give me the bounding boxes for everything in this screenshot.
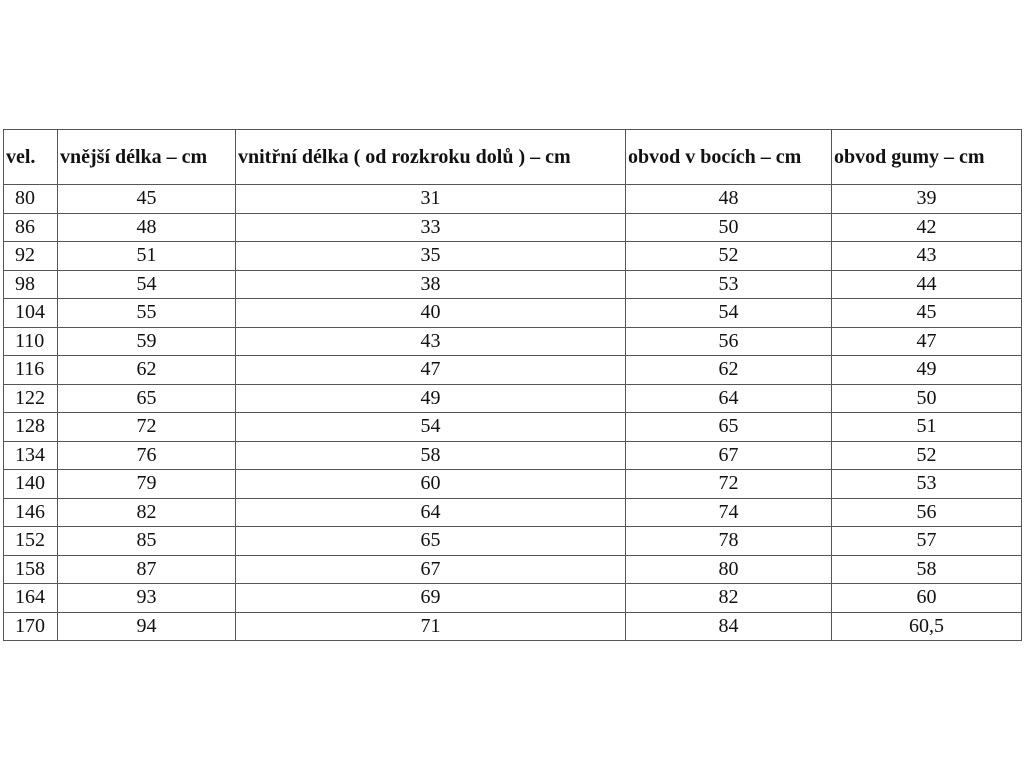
inner-length-cell: 54 (236, 413, 626, 442)
header-size: vel. (4, 130, 58, 185)
inner-length-cell: 49 (236, 384, 626, 413)
elastic-circumference-cell: 58 (832, 555, 1022, 584)
table-row (4, 498, 1022, 527)
outer-length-cell: 79 (58, 470, 236, 499)
outer-length-cell: 72 (58, 413, 236, 442)
inner-length-cell: 67 (236, 555, 626, 584)
header-hip-circumference: obvod v bocích – cm (626, 130, 832, 185)
size-cell: 92 (4, 242, 58, 271)
hip-circumference-cell: 62 (626, 356, 832, 385)
hip-circumference-cell: 52 (626, 242, 832, 271)
table-row (4, 441, 1022, 470)
elastic-circumference-cell: 50 (832, 384, 1022, 413)
size-chart-table (3, 129, 1022, 641)
elastic-circumference-cell: 42 (832, 213, 1022, 242)
hip-circumference-cell: 54 (626, 299, 832, 328)
header-inner-length: vnitřní délka ( od rozkroku dolů ) – cm (236, 130, 626, 185)
size-cell: 80 (4, 185, 58, 214)
table-row (4, 270, 1022, 299)
table-row (4, 612, 1022, 641)
outer-length-cell: 51 (58, 242, 236, 271)
inner-length-cell: 40 (236, 299, 626, 328)
hip-circumference-cell: 48 (626, 185, 832, 214)
outer-length-cell: 54 (58, 270, 236, 299)
header-row (4, 130, 1022, 185)
outer-length-cell: 59 (58, 327, 236, 356)
hip-circumference-cell: 53 (626, 270, 832, 299)
hip-circumference-cell: 82 (626, 584, 832, 613)
size-cell: 98 (4, 270, 58, 299)
outer-length-cell: 85 (58, 527, 236, 556)
inner-length-cell: 60 (236, 470, 626, 499)
outer-length-cell: 65 (58, 384, 236, 413)
table-row (4, 185, 1022, 214)
elastic-circumference-cell: 52 (832, 441, 1022, 470)
inner-length-cell: 47 (236, 356, 626, 385)
elastic-circumference-cell: 47 (832, 327, 1022, 356)
elastic-circumference-cell: 60,5 (832, 612, 1022, 641)
size-cell: 146 (4, 498, 58, 527)
elastic-circumference-cell: 45 (832, 299, 1022, 328)
table-row (4, 299, 1022, 328)
hip-circumference-cell: 78 (626, 527, 832, 556)
table-row (4, 242, 1022, 271)
inner-length-cell: 69 (236, 584, 626, 613)
inner-length-cell: 71 (236, 612, 626, 641)
table-row (4, 470, 1022, 499)
size-cell: 164 (4, 584, 58, 613)
outer-length-cell: 94 (58, 612, 236, 641)
size-cell: 110 (4, 327, 58, 356)
outer-length-cell: 55 (58, 299, 236, 328)
table-row (4, 384, 1022, 413)
elastic-circumference-cell: 60 (832, 584, 1022, 613)
inner-length-cell: 35 (236, 242, 626, 271)
outer-length-cell: 62 (58, 356, 236, 385)
elastic-circumference-cell: 51 (832, 413, 1022, 442)
size-cell: 86 (4, 213, 58, 242)
table-row (4, 413, 1022, 442)
elastic-circumference-cell: 53 (832, 470, 1022, 499)
size-cell: 140 (4, 470, 58, 499)
inner-length-cell: 58 (236, 441, 626, 470)
inner-length-cell: 64 (236, 498, 626, 527)
header-elastic-circumference: obvod gumy – cm (832, 130, 1022, 185)
table-row (4, 555, 1022, 584)
table-row (4, 327, 1022, 356)
hip-circumference-cell: 50 (626, 213, 832, 242)
table-row (4, 356, 1022, 385)
inner-length-cell: 43 (236, 327, 626, 356)
outer-length-cell: 48 (58, 213, 236, 242)
size-cell: 134 (4, 441, 58, 470)
inner-length-cell: 33 (236, 213, 626, 242)
inner-length-cell: 31 (236, 185, 626, 214)
elastic-circumference-cell: 43 (832, 242, 1022, 271)
inner-length-cell: 38 (236, 270, 626, 299)
table-row (4, 213, 1022, 242)
header-outer-length: vnější délka – cm (58, 130, 236, 185)
hip-circumference-cell: 65 (626, 413, 832, 442)
size-cell: 122 (4, 384, 58, 413)
hip-circumference-cell: 64 (626, 384, 832, 413)
hip-circumference-cell: 72 (626, 470, 832, 499)
hip-circumference-cell: 84 (626, 612, 832, 641)
table-row (4, 584, 1022, 613)
elastic-circumference-cell: 57 (832, 527, 1022, 556)
size-cell: 128 (4, 413, 58, 442)
size-cell: 104 (4, 299, 58, 328)
hip-circumference-cell: 67 (626, 441, 832, 470)
outer-length-cell: 82 (58, 498, 236, 527)
table-row (4, 527, 1022, 556)
outer-length-cell: 45 (58, 185, 236, 214)
elastic-circumference-cell: 39 (832, 185, 1022, 214)
table-body (4, 185, 1022, 641)
hip-circumference-cell: 80 (626, 555, 832, 584)
size-cell: 170 (4, 612, 58, 641)
elastic-circumference-cell: 56 (832, 498, 1022, 527)
hip-circumference-cell: 74 (626, 498, 832, 527)
hip-circumference-cell: 56 (626, 327, 832, 356)
elastic-circumference-cell: 44 (832, 270, 1022, 299)
size-cell: 116 (4, 356, 58, 385)
outer-length-cell: 93 (58, 584, 236, 613)
size-cell: 158 (4, 555, 58, 584)
inner-length-cell: 65 (236, 527, 626, 556)
outer-length-cell: 87 (58, 555, 236, 584)
size-cell: 152 (4, 527, 58, 556)
elastic-circumference-cell: 49 (832, 356, 1022, 385)
outer-length-cell: 76 (58, 441, 236, 470)
